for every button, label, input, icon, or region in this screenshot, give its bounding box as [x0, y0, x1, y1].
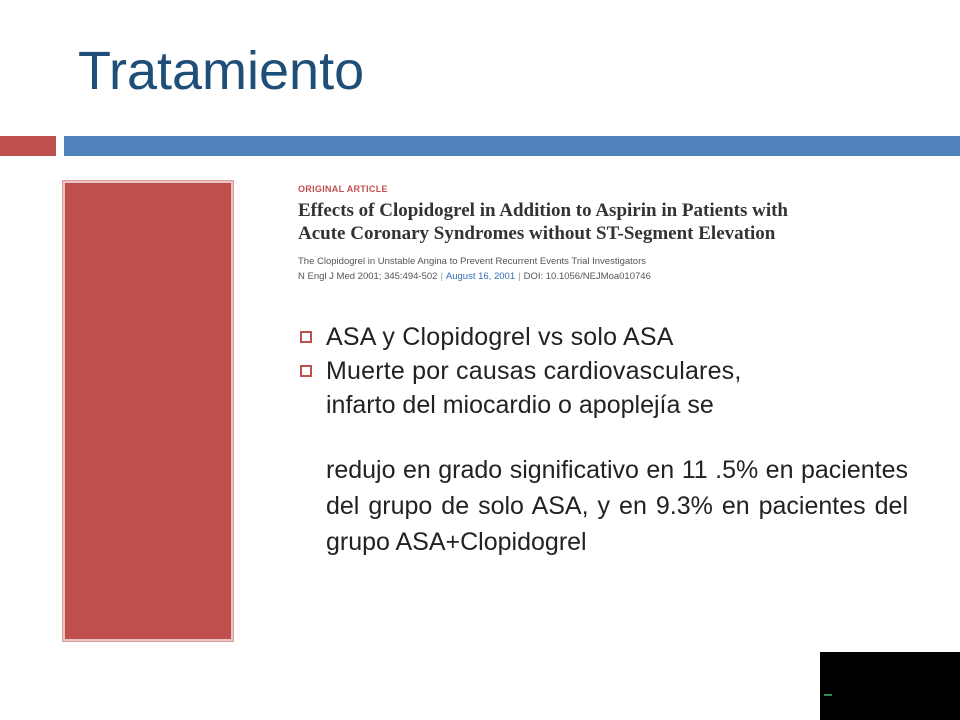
header-accent-blue [64, 136, 960, 156]
square-bullet-icon [300, 365, 312, 377]
slide-title: Tratamiento [78, 41, 365, 101]
article-headline-line2: Acute Coronary Syndromes without ST-Segment Elevation [298, 222, 776, 244]
list-item [300, 320, 910, 354]
header-accent-red [0, 136, 56, 156]
article-doi: DOI: 10.1056/NEJMoa010746 [523, 270, 651, 282]
article-date[interactable]: August 16, 2001 [445, 270, 516, 282]
side-color-panel [62, 180, 234, 642]
bullet-text: Muerte por causas cardiovasculares, [326, 357, 742, 385]
citation-separator: | [440, 270, 443, 282]
list-item [300, 354, 910, 388]
thumbnail-marker [824, 694, 832, 696]
citation-separator: | [518, 270, 521, 282]
article-authors: The Clopidogrel in Unstable Angina to Prevent Recurrent Events Trial Investigators [298, 255, 646, 267]
article-citation [298, 271, 898, 282]
bullet-continuation: infarto del miocardio o apoplejía se [326, 391, 714, 419]
article-journal: N Engl J Med 2001; 345:494-502 [298, 270, 438, 282]
bullet-text: ASA y Clopidogrel vs solo ASA [326, 323, 674, 351]
article-label: ORIGINAL ARTICLE [298, 184, 388, 194]
bullet-list [300, 320, 910, 422]
article-headline-line1: Effects of Clopidogrel in Addition to Aspirin in Patients with [298, 200, 789, 221]
video-thumbnail [820, 652, 960, 720]
article-excerpt [298, 184, 898, 282]
article-headline [298, 200, 898, 246]
result-paragraph: redujo en grado significativo en 11 .5% en pacientes del grupo de solo ASA, y en 9.3% en pacientes del grupo ASA+Clopidogrel [326, 456, 908, 556]
square-bullet-icon [300, 331, 312, 343]
